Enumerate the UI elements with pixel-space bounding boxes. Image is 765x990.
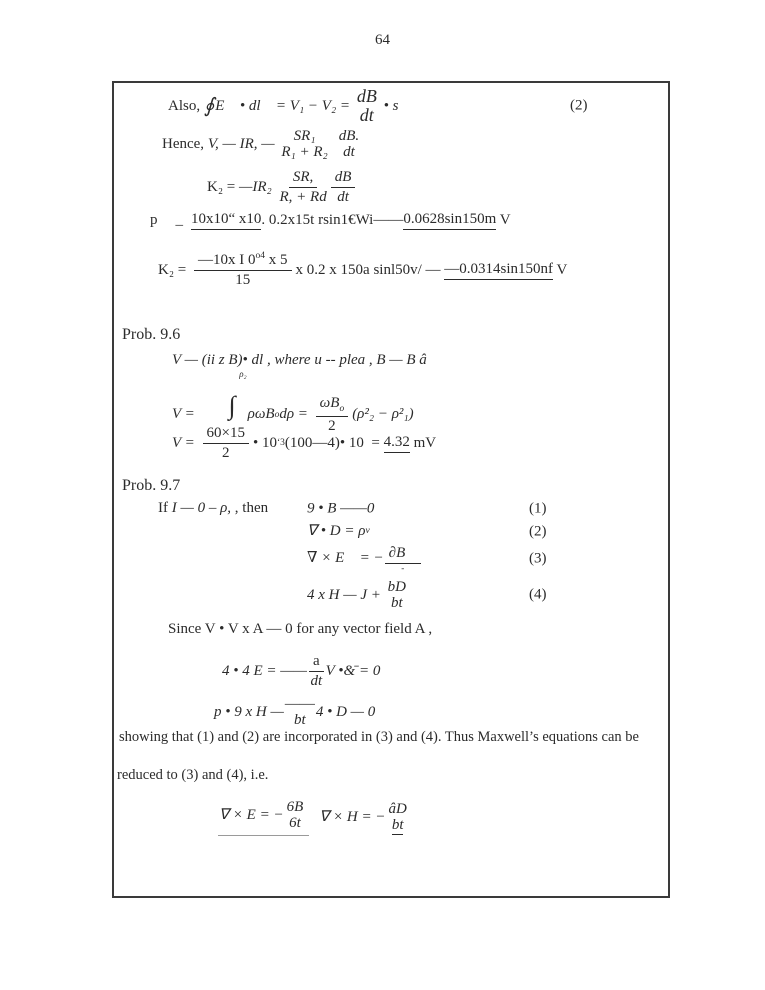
- fraction-numerator: SR,: [289, 169, 317, 188]
- eq-part: ωB: [319, 394, 340, 411]
- eq-prefix: If: [158, 500, 172, 516]
- final-eq-curl-h: [319, 801, 410, 835]
- equation-number: (1): [529, 500, 547, 516]
- superscript: o4: [255, 251, 266, 261]
- fraction-denominator: 6t: [289, 815, 301, 832]
- fraction-curl-e: [385, 545, 421, 572]
- fraction-numerator: SR₁: [293, 128, 316, 144]
- fraction-numerator: dB: [331, 169, 356, 188]
- eq-part: dρ =: [279, 406, 312, 423]
- eq-2-line: [114, 523, 668, 540]
- result-value: —0.0314sin150nf: [444, 261, 553, 280]
- eq-value-9-6: [114, 425, 668, 463]
- eq-part: (ρ²₂ − ρ²₁): [352, 406, 414, 423]
- final-eq-curl-e: [218, 799, 309, 836]
- eq-if-line: [114, 500, 668, 517]
- eq-part: p • 9 x H —: [214, 703, 284, 720]
- fraction-bd-bt: [388, 579, 406, 611]
- unit-label: V: [553, 261, 568, 278]
- fraction-denominator: -: [401, 563, 405, 574]
- eq-part: ∇ • D = ρ: [307, 523, 366, 539]
- eq-3-line: [114, 545, 668, 572]
- eq-part: x 0.2 x 150a sinl50v/ —: [295, 261, 445, 278]
- integral-upper-limit: ρ₂: [239, 369, 247, 379]
- eq-part: • s: [379, 97, 399, 114]
- fraction-numerator: a: [309, 653, 324, 672]
- fraction-denominator: dt: [310, 673, 323, 690]
- equation-number: (4): [529, 586, 547, 603]
- unit-label: V: [496, 212, 511, 228]
- eq-part: (100—4)• 10 =: [284, 435, 384, 452]
- fraction-ad-bt: [388, 801, 406, 835]
- eq-prefix: Hence,: [162, 135, 208, 152]
- fraction-denominator: 2: [222, 445, 230, 462]
- unit-label: mV: [409, 435, 437, 452]
- body-text: showing that (1) and (2) are incorporated in (3) and (4). Thus Maxwell’s equations can be: [119, 729, 639, 745]
- fraction-db-dt: [357, 87, 377, 126]
- result-value: 4.32: [384, 434, 410, 453]
- fraction-numerator: dB.: [338, 128, 360, 144]
- eq-part: ρωB: [247, 406, 275, 423]
- eq-prefix: Also,: [168, 97, 204, 114]
- fraction-denominator: bt: [390, 595, 403, 612]
- fraction-sr: [280, 169, 327, 207]
- body-text: reduced to (3) and (4), i.e.: [117, 767, 269, 783]
- page-number: 64: [375, 32, 390, 48]
- fraction-denominator: 15: [235, 272, 251, 289]
- fraction-numerator: ∂B⃗: [385, 545, 421, 564]
- integral-sign: ∫: [228, 391, 236, 421]
- fraction-db-dt: [339, 128, 359, 160]
- fraction-numerator: bD: [387, 579, 406, 595]
- fraction-60x15-2: [203, 425, 249, 463]
- eq-lhs: p: [150, 212, 158, 228]
- subscript: o: [274, 409, 280, 420]
- eq-text: Since V • V x A — 0 for any vector field A ,: [168, 621, 433, 637]
- problem-title-9-6: Prob. 9.6: [122, 326, 181, 343]
- equation-number: (2): [570, 97, 588, 114]
- fraction-numerator: âD: [388, 800, 407, 817]
- problem-title-9-7: Prob. 9.7: [122, 477, 181, 494]
- fraction-denominator: R, + Rd: [279, 189, 327, 206]
- since-line: [114, 621, 668, 638]
- content-frame: [112, 81, 670, 898]
- final-equations-line: [114, 799, 668, 836]
- contour-integral-symbol: ∮: [203, 94, 215, 117]
- eq-4-line: [114, 579, 668, 611]
- showing-line: [114, 729, 668, 746]
- eq-part: 4 • 4 E = ——: [222, 663, 307, 680]
- subscript: v: [365, 526, 370, 537]
- eq-text: V — (ii z B)• dl , where u -- plea , B — B â: [172, 352, 427, 368]
- subscript: o: [339, 403, 345, 414]
- eq-part: E⃗ • dl⃗ = V₁ − V₂ =: [215, 97, 354, 114]
- fraction-numerator: 6B: [286, 799, 304, 815]
- eq-part: 4 • D — 0: [315, 703, 376, 720]
- eq-k2-first-line: [114, 169, 668, 207]
- superscript: ‘3: [277, 438, 285, 449]
- reduced-line: [114, 767, 668, 784]
- eq-part: . 0.2x15t rsin1€Wi——: [261, 212, 404, 228]
- eq-lhs: V =: [172, 435, 199, 452]
- eq-1-body-wrap: [307, 500, 374, 517]
- eq-k2-second-line: [114, 251, 668, 290]
- fraction-a-dt: [309, 653, 324, 691]
- fraction-denominator: dt: [359, 105, 374, 126]
- eq-part: ∇ × H = −: [319, 809, 386, 826]
- equation-number: (3): [529, 550, 547, 567]
- fraction-db-dt: [331, 169, 356, 207]
- eq-part: ∇ × E = −: [219, 806, 284, 823]
- eq-part: , then: [231, 500, 269, 516]
- eq-hence-line: [114, 128, 668, 160]
- fraction-denominator: R₁ + R₂: [281, 144, 328, 161]
- fraction-numerator: [194, 251, 292, 271]
- fraction-numerator: 60×15: [203, 425, 249, 444]
- eq-6-line: [114, 696, 668, 728]
- eq-lhs: K₂ =: [158, 261, 191, 278]
- eq-part: x 5: [265, 252, 288, 268]
- eq-lhs: V =: [172, 406, 199, 423]
- fraction-denominator: bt: [392, 817, 404, 835]
- eq-part: ∇ × E⃗ = −: [307, 550, 384, 567]
- fraction-numerator: ——: [284, 696, 315, 712]
- eq-part: V, — IR, —: [207, 135, 279, 152]
- relation-mark: _: [175, 212, 183, 228]
- eq-part: —IR₂: [239, 179, 276, 196]
- equation-number: (2): [529, 523, 547, 539]
- fraction-dash-bt: [285, 696, 315, 728]
- fraction-numerator: [316, 395, 349, 417]
- fraction-sr1: [281, 128, 327, 160]
- fraction-6b-6t: [287, 799, 304, 831]
- eq-part: V •&̄ = 0: [325, 663, 381, 680]
- fraction-numerator: dB: [356, 86, 377, 106]
- fraction-denominator: dt: [343, 144, 355, 161]
- eq-lhs: K₂ =: [207, 179, 240, 196]
- eq-p-line: [114, 211, 668, 230]
- eq-setup-9-6: [114, 352, 668, 369]
- eq-part: 9 • B ——0: [307, 500, 375, 516]
- fraction-main: [194, 251, 292, 290]
- fraction-denominator: 2: [328, 417, 336, 434]
- eq-5-line: [114, 653, 668, 691]
- fraction-denominator: dt: [337, 189, 349, 206]
- eq-also-line: [114, 87, 668, 126]
- eq-part: I — 0 – ρ,: [171, 500, 232, 516]
- fraction-numerator: 10x10“ x10: [191, 211, 261, 230]
- eq-part: —10x I 0: [198, 252, 256, 268]
- result-value: 0.0628sin150m: [403, 211, 496, 230]
- fraction-denominator: bt: [294, 712, 306, 729]
- eq-part: • 10: [252, 435, 277, 452]
- eq-part: 4 x H — J +: [307, 586, 385, 603]
